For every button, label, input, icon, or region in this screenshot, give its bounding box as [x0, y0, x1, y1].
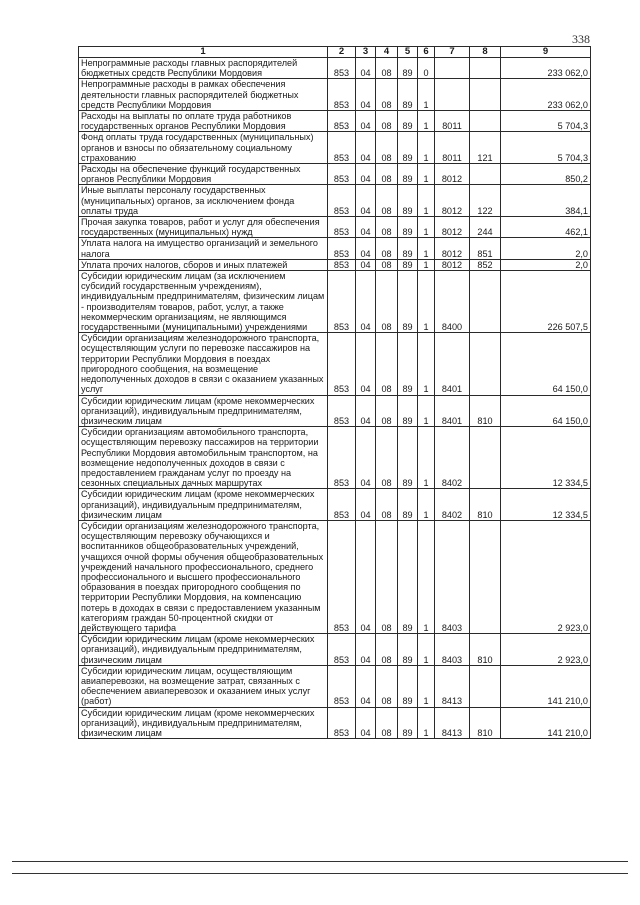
row-expense-type — [470, 520, 501, 633]
row-section: 04 — [356, 111, 376, 132]
row-amount: 2,0 — [501, 259, 591, 270]
row-expense-type — [470, 164, 501, 185]
row-name: Субсидии юридическим лицам, осуществляющим авиаперевозки, на возмещение затрат, связанных с обеспечением авиаперевозок и оказанием иных услуг (работ) — [79, 665, 328, 707]
row-subprogram: 1 — [418, 707, 435, 739]
table-row — [79, 489, 591, 521]
row-grbs: 853 — [328, 217, 356, 238]
row-subsection: 08 — [376, 427, 398, 489]
table-row — [79, 164, 591, 185]
row-section: 04 — [356, 489, 376, 521]
row-target-article: 8403 — [435, 634, 470, 666]
row-program: 89 — [398, 164, 418, 185]
row-expense-type: 810 — [470, 634, 501, 666]
row-name: Субсидии организациям железнодорожного транспорта, осуществляющим перевозку обучающихся и воспитанников общеобразовательных учреждений, учащихся очной формы обучения общеобразовательных учреждений начального профессионального, среднего профессионального и высшего профессионального образования в поездах пригородного сообщения по территории Республики Мордовия, на компенсацию потерь в доходах в связи с предоставлением указанным категориям граждан 50-процентной скидки от действующего тарифа — [79, 520, 328, 633]
table-row — [79, 271, 591, 333]
table-row — [79, 185, 591, 217]
row-program: 89 — [398, 79, 418, 111]
row-subsection: 08 — [376, 79, 398, 111]
row-target-article: 8402 — [435, 489, 470, 521]
row-name: Субсидии юридическим лицам (за исключением субсидий государственным учреждениям), индивидуальным предпринимателям, физическим лицам - производителям товаров, работ, услуг, а также некоммерческим организациям, не являющимся государственными (муниципальными) учреждениями — [79, 271, 328, 333]
row-target-article: 8402 — [435, 427, 470, 489]
row-grbs: 853 — [328, 259, 356, 270]
row-program: 89 — [398, 707, 418, 739]
row-name: Субсидии юридическим лицам (кроме некоммерческих организаций), индивидуальным предпринимателям, физическим лицам — [79, 395, 328, 427]
row-subsection: 08 — [376, 489, 398, 521]
row-subprogram: 1 — [418, 489, 435, 521]
table-row — [79, 520, 591, 633]
row-amount: 2 923,0 — [501, 520, 591, 633]
row-expense-type: 810 — [470, 707, 501, 739]
row-expense-type — [470, 665, 501, 707]
row-grbs: 853 — [328, 395, 356, 427]
row-program: 89 — [398, 217, 418, 238]
row-target-article: 8400 — [435, 271, 470, 333]
row-program: 89 — [398, 271, 418, 333]
column-header: 2 — [328, 47, 356, 58]
table-row — [79, 665, 591, 707]
row-grbs: 853 — [328, 520, 356, 633]
row-expense-type — [470, 79, 501, 111]
row-subsection: 08 — [376, 58, 398, 79]
row-section: 04 — [356, 427, 376, 489]
column-header: 6 — [418, 47, 435, 58]
row-subsection: 08 — [376, 271, 398, 333]
row-subprogram: 1 — [418, 79, 435, 111]
row-program: 89 — [398, 665, 418, 707]
row-grbs: 853 — [328, 79, 356, 111]
row-program: 89 — [398, 395, 418, 427]
row-expense-type: 244 — [470, 217, 501, 238]
row-section: 04 — [356, 665, 376, 707]
row-subprogram: 1 — [418, 238, 435, 259]
table-row — [79, 707, 591, 739]
row-amount: 850,2 — [501, 164, 591, 185]
table-body — [79, 58, 591, 739]
column-header: 1 — [79, 47, 328, 58]
row-subprogram: 1 — [418, 259, 435, 270]
table-row — [79, 58, 591, 79]
row-section: 04 — [356, 520, 376, 633]
row-expense-type: 852 — [470, 259, 501, 270]
row-subsection: 08 — [376, 634, 398, 666]
row-subprogram: 1 — [418, 271, 435, 333]
row-section: 04 — [356, 132, 376, 164]
row-subprogram: 1 — [418, 164, 435, 185]
row-amount: 141 210,0 — [501, 707, 591, 739]
row-grbs: 853 — [328, 132, 356, 164]
row-name: Субсидии юридическим лицам (кроме некоммерческих организаций), индивидуальным предпринимателям, физическим лицам — [79, 707, 328, 739]
row-expense-type: 810 — [470, 489, 501, 521]
table-row — [79, 238, 591, 259]
row-grbs: 853 — [328, 111, 356, 132]
row-subprogram: 1 — [418, 111, 435, 132]
header-row — [79, 47, 591, 58]
row-subprogram: 1 — [418, 520, 435, 633]
row-subprogram: 0 — [418, 58, 435, 79]
row-amount: 384,1 — [501, 185, 591, 217]
row-expense-type: 851 — [470, 238, 501, 259]
row-subsection: 08 — [376, 520, 398, 633]
row-name: Субсидии организациям железнодорожного транспорта, осуществляющим услуги по перевозке пассажиров на территории Республики Мордовия в поездах пригородного сообщения, на возмещение недополученных доходов в связи с оказанием указанных услуг — [79, 333, 328, 395]
row-subsection: 08 — [376, 333, 398, 395]
row-section: 04 — [356, 238, 376, 259]
row-program: 89 — [398, 520, 418, 633]
row-grbs: 853 — [328, 634, 356, 666]
row-program: 89 — [398, 489, 418, 521]
row-section: 04 — [356, 333, 376, 395]
row-subsection: 08 — [376, 707, 398, 739]
row-subprogram: 1 — [418, 217, 435, 238]
row-amount: 12 334,5 — [501, 489, 591, 521]
row-target-article: 8401 — [435, 395, 470, 427]
page-divider — [12, 861, 628, 862]
page-divider — [12, 873, 628, 874]
row-target-article: 8012 — [435, 185, 470, 217]
row-section: 04 — [356, 271, 376, 333]
row-section: 04 — [356, 395, 376, 427]
row-grbs: 853 — [328, 707, 356, 739]
row-name: Фонд оплаты труда государственных (муниципальных) органов и взносы по обязательному социальному страхованию — [79, 132, 328, 164]
row-name: Прочая закупка товаров, работ и услуг для обеспечения государственных (муниципальных) нужд — [79, 217, 328, 238]
row-grbs: 853 — [328, 427, 356, 489]
row-program: 89 — [398, 634, 418, 666]
row-amount: 64 150,0 — [501, 333, 591, 395]
row-target-article: 8403 — [435, 520, 470, 633]
row-section: 04 — [356, 164, 376, 185]
table-row — [79, 333, 591, 395]
row-name: Субсидии юридическим лицам (кроме некоммерческих организаций), индивидуальным предпринимателям, физическим лицам — [79, 634, 328, 666]
row-expense-type: 122 — [470, 185, 501, 217]
row-target-article: 8012 — [435, 164, 470, 185]
row-subsection: 08 — [376, 259, 398, 270]
row-target-article — [435, 58, 470, 79]
table-row — [79, 634, 591, 666]
row-name: Расходы на выплаты по оплате труда работников государственных органов Республики Мордовия — [79, 111, 328, 132]
table-row — [79, 111, 591, 132]
column-header: 8 — [470, 47, 501, 58]
row-name: Субсидии юридическим лицам (кроме некоммерческих организаций), индивидуальным предпринимателям, физическим лицам — [79, 489, 328, 521]
row-expense-type — [470, 271, 501, 333]
row-name: Субсидии организациям автомобильного транспорта, осуществляющим перевозку пассажиров на территории Республики Мордовия автомобильным транспортом, на возмещение недополученных доходов в связи с предоставлением гражданам услуг по проезду на сезонных специальных дачных маршрутах — [79, 427, 328, 489]
row-target-article: 8012 — [435, 259, 470, 270]
row-subsection: 08 — [376, 185, 398, 217]
row-subprogram: 1 — [418, 185, 435, 217]
row-program: 89 — [398, 238, 418, 259]
row-subsection: 08 — [376, 395, 398, 427]
row-amount: 5 704,3 — [501, 111, 591, 132]
row-target-article: 8011 — [435, 132, 470, 164]
row-subsection: 08 — [376, 132, 398, 164]
row-program: 89 — [398, 111, 418, 132]
row-target-article: 8401 — [435, 333, 470, 395]
row-grbs: 853 — [328, 58, 356, 79]
row-program: 89 — [398, 259, 418, 270]
row-program: 89 — [398, 333, 418, 395]
row-grbs: 853 — [328, 489, 356, 521]
row-expense-type — [470, 333, 501, 395]
row-section: 04 — [356, 185, 376, 217]
row-name: Уплата налога на имущество организаций и земельного налога — [79, 238, 328, 259]
row-amount: 233 062,0 — [501, 58, 591, 79]
row-target-article: 8012 — [435, 238, 470, 259]
row-subprogram: 1 — [418, 665, 435, 707]
table-row — [79, 79, 591, 111]
table-row — [79, 259, 591, 270]
column-header: 4 — [376, 47, 398, 58]
row-expense-type — [470, 58, 501, 79]
row-expense-type — [470, 111, 501, 132]
row-section: 04 — [356, 79, 376, 111]
row-amount: 12 334,5 — [501, 427, 591, 489]
row-grbs: 853 — [328, 185, 356, 217]
row-program: 89 — [398, 185, 418, 217]
row-section: 04 — [356, 217, 376, 238]
row-expense-type: 121 — [470, 132, 501, 164]
row-subprogram: 1 — [418, 427, 435, 489]
row-grbs: 853 — [328, 665, 356, 707]
table-row — [79, 395, 591, 427]
row-program: 89 — [398, 132, 418, 164]
table-row — [79, 427, 591, 489]
row-amount: 2,0 — [501, 238, 591, 259]
row-grbs: 853 — [328, 271, 356, 333]
row-subsection: 08 — [376, 111, 398, 132]
row-grbs: 853 — [328, 164, 356, 185]
row-program: 89 — [398, 427, 418, 489]
row-amount: 5 704,3 — [501, 132, 591, 164]
row-section: 04 — [356, 259, 376, 270]
row-target-article: 8011 — [435, 111, 470, 132]
row-expense-type: 810 — [470, 395, 501, 427]
row-name: Непрограммные расходы главных распорядителей бюджетных средств Республики Мордовия — [79, 58, 328, 79]
row-subsection: 08 — [376, 665, 398, 707]
row-target-article: 8413 — [435, 707, 470, 739]
column-header: 9 — [501, 47, 591, 58]
row-section: 04 — [356, 634, 376, 666]
row-grbs: 853 — [328, 333, 356, 395]
column-header: 7 — [435, 47, 470, 58]
row-subprogram: 1 — [418, 132, 435, 164]
table-row — [79, 132, 591, 164]
row-subsection: 08 — [376, 217, 398, 238]
row-amount: 233 062,0 — [501, 79, 591, 111]
row-name: Расходы на обеспечение функций государственных органов Республики Мордовия — [79, 164, 328, 185]
row-subprogram: 1 — [418, 395, 435, 427]
row-program: 89 — [398, 58, 418, 79]
row-section: 04 — [356, 707, 376, 739]
row-amount: 2 923,0 — [501, 634, 591, 666]
row-target-article: 8012 — [435, 217, 470, 238]
row-subprogram: 1 — [418, 333, 435, 395]
row-amount: 64 150,0 — [501, 395, 591, 427]
budget-table — [78, 46, 591, 739]
column-header: 3 — [356, 47, 376, 58]
row-expense-type — [470, 427, 501, 489]
row-section: 04 — [356, 58, 376, 79]
page-number: 338 — [572, 32, 590, 46]
row-grbs: 853 — [328, 238, 356, 259]
row-target-article: 8413 — [435, 665, 470, 707]
row-subsection: 08 — [376, 164, 398, 185]
row-target-article — [435, 79, 470, 111]
row-name: Уплата прочих налогов, сборов и иных платежей — [79, 259, 328, 270]
row-subsection: 08 — [376, 238, 398, 259]
row-name: Иные выплаты персоналу государственных (муниципальных) органов, за исключением фонда оплаты труда — [79, 185, 328, 217]
row-amount: 141 210,0 — [501, 665, 591, 707]
table-row — [79, 217, 591, 238]
row-subprogram: 1 — [418, 634, 435, 666]
row-amount: 226 507,5 — [501, 271, 591, 333]
column-header: 5 — [398, 47, 418, 58]
row-name: Непрограммные расходы в рамках обеспечения деятельности главных распорядителей бюджетных средств Республики Мордовия — [79, 79, 328, 111]
row-amount: 462,1 — [501, 217, 591, 238]
